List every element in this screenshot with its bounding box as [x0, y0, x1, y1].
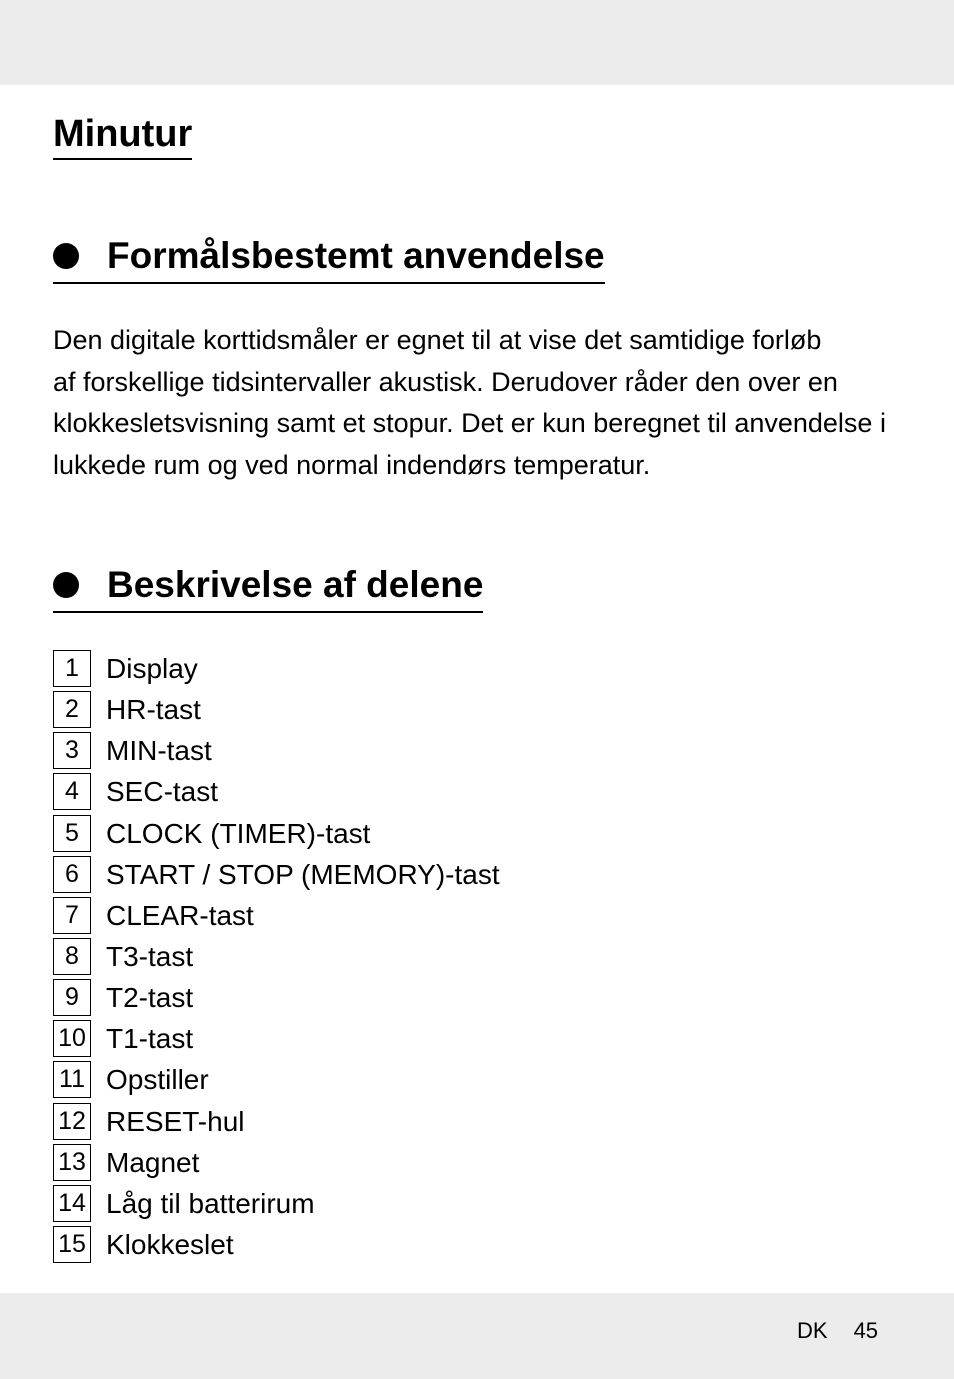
list-item: [53, 938, 500, 975]
part-label: T1-tast: [106, 1023, 194, 1055]
bullet-icon: [53, 572, 79, 598]
paragraph-line: Den digitale korttidsmåler er egnet til at vise det samtidige forløb: [53, 325, 822, 355]
list-item: [53, 1185, 500, 1222]
list-item: [53, 773, 500, 810]
part-label: Display: [106, 653, 198, 684]
part-label: T2-tast: [106, 982, 194, 1014]
part-label: T3-tast: [106, 940, 194, 972]
list-item: [53, 1061, 500, 1098]
part-label: MIN-tast: [106, 735, 212, 767]
page-footer: [797, 1316, 878, 1346]
intended-use-paragraph: [53, 320, 913, 486]
part-label: Klokkeslet: [106, 1228, 234, 1260]
paragraph-line: lukkede rum og ved normal indendørs temperatur.: [53, 449, 651, 480]
bullet-icon: [53, 243, 79, 269]
header-band: [0, 0, 954, 85]
part-number-box: 7: [53, 897, 91, 934]
list-item: [53, 1144, 500, 1181]
list-item: [53, 1103, 500, 1140]
part-number-box: 2: [53, 691, 91, 728]
part-label: RESET-hul: [106, 1105, 245, 1137]
paragraph-line: af forskellige tidsintervaller akustisk. Derudover råder den over en: [53, 366, 838, 397]
language-code: DK: [797, 1318, 828, 1343]
part-label: Opstiller: [106, 1064, 209, 1096]
part-number-box: 12: [53, 1103, 91, 1140]
paragraph-line: klokkesletsvisning samt et stopur. Det er kun beregnet til anvendelse i: [53, 408, 886, 438]
list-item: [53, 691, 500, 728]
page-title: Minutur: [53, 112, 192, 160]
part-number-box: 15: [53, 1226, 91, 1263]
part-label: START / STOP (MEMORY)-tast: [106, 858, 500, 890]
part-label: CLEAR-tast: [106, 899, 254, 931]
part-number-box: 1: [53, 650, 91, 687]
parts-list: [53, 650, 500, 1267]
part-number-box: 13: [53, 1144, 91, 1181]
list-item: [53, 732, 500, 769]
list-item: [53, 815, 500, 852]
part-number-box: 5: [53, 815, 91, 852]
list-item: [53, 856, 500, 893]
part-number-box: 9: [53, 979, 91, 1016]
part-label: Magnet: [106, 1146, 200, 1178]
section-heading-text: Formålsbestemt anvendelse: [107, 235, 605, 276]
part-number-box: 11: [53, 1061, 91, 1098]
part-number-box: 6: [53, 856, 91, 893]
list-item: [53, 1020, 500, 1057]
part-number-box: 4: [53, 773, 91, 810]
part-number-box: 8: [53, 938, 91, 975]
page-number: 45: [853, 1318, 879, 1343]
part-label: Låg til batterirum: [106, 1187, 315, 1219]
part-number-box: 3: [53, 732, 91, 769]
part-label: CLOCK (TIMER)-tast: [106, 817, 371, 849]
part-label: SEC-tast: [106, 776, 219, 808]
list-item: [53, 897, 500, 934]
section-heading-parts: [53, 563, 483, 613]
list-item: [53, 650, 500, 687]
list-item: [53, 979, 500, 1016]
list-item: [53, 1226, 500, 1263]
part-number-box: 10: [53, 1020, 91, 1057]
section-heading-intended-use: [53, 234, 605, 284]
part-label: HR-tast: [106, 694, 201, 726]
section-heading-text: Beskrivelse af delene: [107, 564, 484, 605]
part-number-box: 14: [53, 1185, 91, 1222]
